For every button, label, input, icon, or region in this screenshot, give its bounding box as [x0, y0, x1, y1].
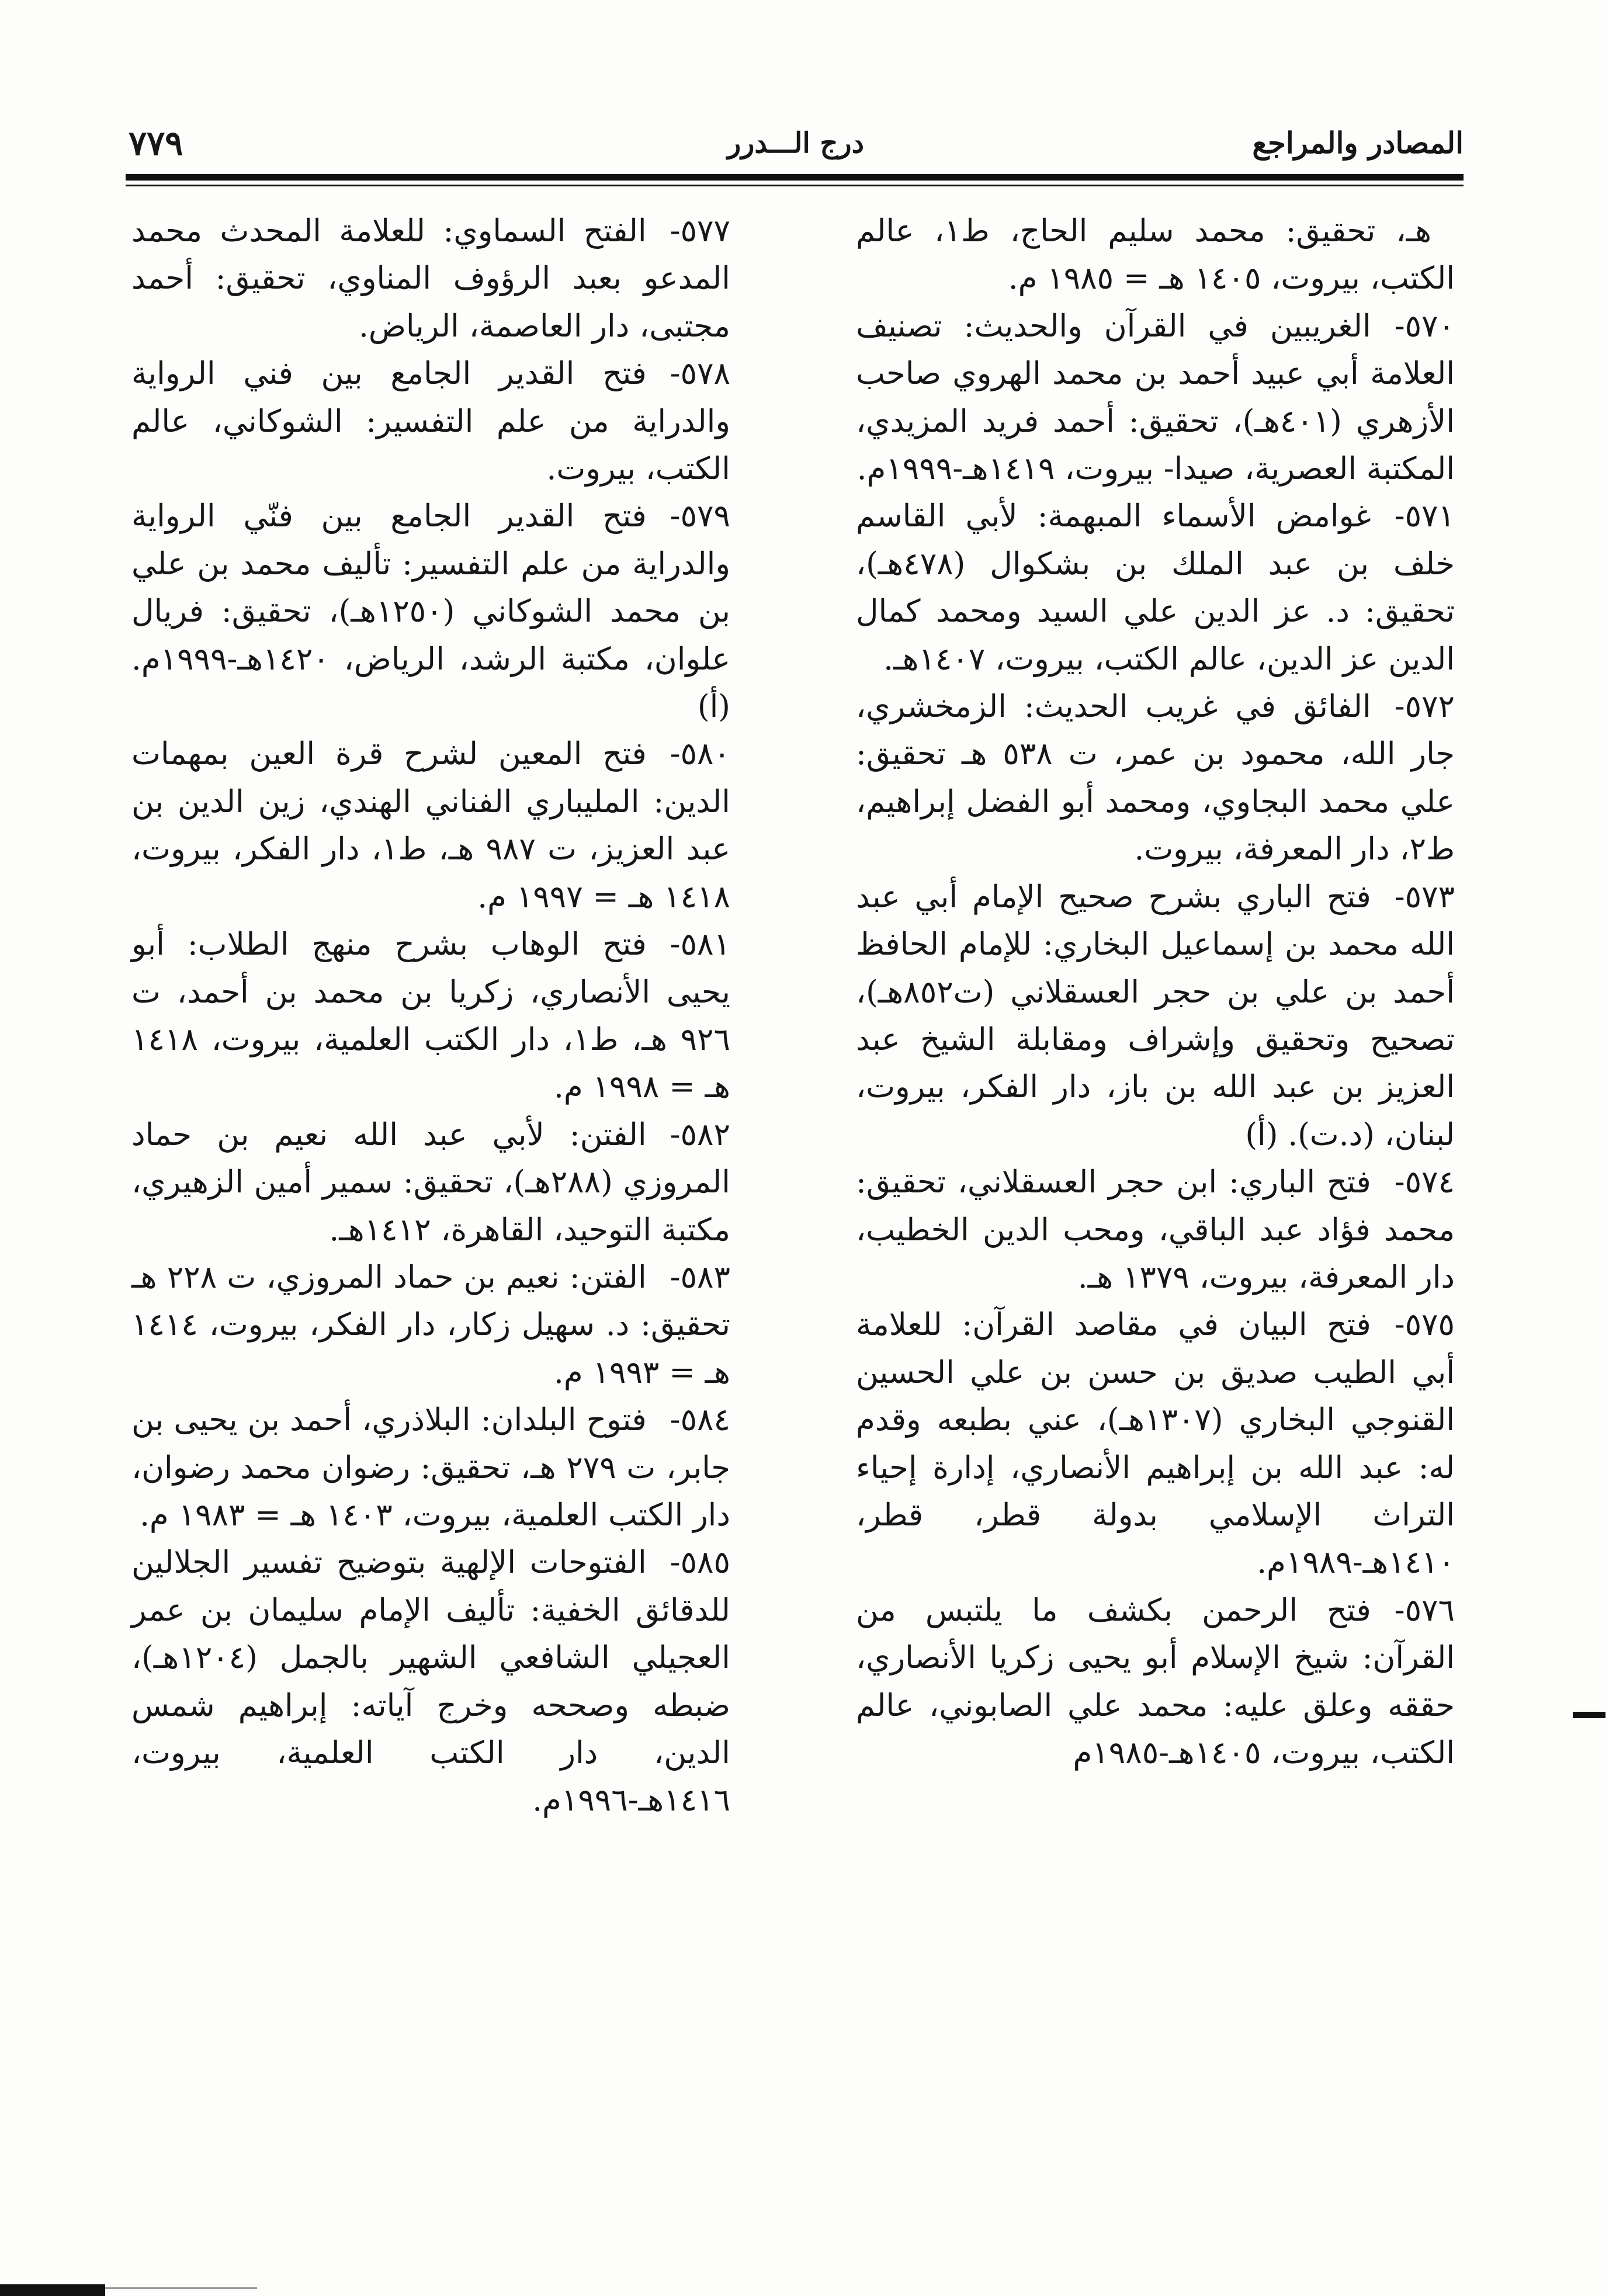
entry-number: ٥٨٣- [670, 1259, 730, 1295]
reference-entry [131, 1539, 730, 1824]
entry-number: ٥٧٤- [1394, 1164, 1455, 1201]
scan-edge-line [105, 2287, 257, 2289]
reference-entry [856, 873, 1455, 1159]
entry-number: ٥٧٠- [1394, 308, 1455, 344]
scan-mark [1573, 1712, 1605, 1718]
reference-entry [856, 1587, 1455, 1777]
reference-entry [856, 207, 1455, 303]
entry-number: ٥٧٧- [670, 213, 730, 249]
scan-edge-mark [0, 2284, 105, 2296]
entry-text: فتح الباري بشرح صحيح الإمام أبي عبد الله محمد بن إسماعيل البخاري: للإمام الحافظ أحمد بن علي بن حجر العسقلاني (ت٨٥٢هـ)، تصحيح وتحقيق وإشراف ومقابلة الشيخ عبد العزيز بن عبد الله بن باز، دار الفكر، بيروت، لبنان، (د.ت). (أ) [856, 879, 1455, 1153]
entry-number: ٥٧١- [1394, 498, 1455, 535]
reference-entry [131, 1111, 730, 1254]
entry-text: فتح الرحمن بكشف ما يلتبس من القرآن: شيخ الإسلام أبو يحيى زكريا الأنصاري، حققه وعلق عليه: محمد علي الصابوني، عالم الكتب، بيروت، ١٤٠٥هـ-١٩٨٥م [856, 1592, 1455, 1771]
entry-text: فتح الوهاب بشرح منهج الطلاب: أبو يحيى الأنصاري، زكريا بن محمد بن أحمد، ت ٩٢٦ هـ، ط١، دار الكتب العلمية، بيروت، ١٤١٨ هـ = ١٩٩٨ م. [131, 927, 730, 1105]
book-title: درج الـــدرر [727, 127, 864, 159]
right-column [856, 207, 1455, 1777]
entry-text: الفتن: لأبي عبد الله نعيم بن حماد المروزي (٢٨٨هـ)، تحقيق: سمير أمين الزهيري، مكتبة التوحيد، القاهرة، ١٤١٢هـ. [131, 1116, 730, 1248]
entry-text: الفائق في غريب الحديث: الزمخشري، جار الله، محمود بن عمر، ت ٥٣٨ هـ تحقيق: علي محمد البجاوي، ومحمد أبو الفضل إبراهيم، ط٢، دار المعرفة، بيروت. [856, 689, 1455, 868]
entry-number: ٥٨١- [670, 927, 730, 963]
reference-entry [131, 207, 730, 350]
reference-entry [856, 493, 1455, 683]
entry-text: الفتن: نعيم بن حماد المروزي، ت ٢٢٨ هـ تحقيق: د. سهيل زكار، دار الفكر، بيروت، ١٤١٤ هـ = ١٩٩٣ م. [131, 1259, 730, 1390]
entry-text: هـ، تحقيق: محمد سليم الحاج، ط١، عالم الكتب، بيروت، ١٤٠٥ هـ = ١٩٨٥ م. [856, 213, 1455, 297]
entry-text: الفتوحات الإلهية بتوضيح تفسير الجلالين للدقائق الخفية: تأليف الإمام سليمان بن عمر العجيلي الشافعي الشهير بالجمل (١٢٠٤هـ)، ضبطه وصححه وخرج آياته: إبراهيم شمس الدين، دار الكتب العلمية، بيروت، ١٤١٦هـ-١٩٩٦م. [131, 1545, 730, 1819]
header-rule-thin [126, 185, 1464, 186]
left-column [131, 207, 730, 1825]
entry-text: فتح البيان في مقاصد القرآن: للعلامة أبي الطيب صديق بن حسن بن علي الحسين القنوجي البخاري (١٣٠٧هـ)، عني بطبعه وقدم له: عبد الله بن إبراهيم الأنصاري، إدارة إحياء التراث الإسلامي بدولة قطر، قطر، ١٤١٠هـ-١٩٨٩م. [856, 1307, 1455, 1581]
section-title: المصادر والمراجع [1252, 126, 1464, 160]
entry-text: فتح الباري: ابن حجر العسقلاني، تحقيق: محمد فؤاد عبد الباقي، ومحب الدين الخطيب، دار المعرفة، بيروت، ١٣٧٩ هـ. [856, 1164, 1455, 1295]
reference-entry [131, 493, 730, 730]
entry-number: ٥٧٣- [1394, 879, 1455, 915]
reference-entry [131, 350, 730, 493]
entry-number: ٥٧٩- [670, 498, 730, 535]
entry-number: ٥٧٥- [1394, 1307, 1455, 1343]
reference-entry [131, 921, 730, 1111]
entry-text: غوامض الأسماء المبهمة: لأبي القاسم خلف بن عبد الملك بن بشكوال (٤٧٨هـ)، تحقيق: د. عز الدين علي السيد ومحمد كمال الدين عز الدين، عالم الكتب، بيروت، ١٤٠٧هـ. [856, 498, 1455, 677]
page-number: ٧٧٩ [129, 123, 183, 163]
reference-entry [856, 683, 1455, 873]
entry-number: ٥٧٦- [1394, 1592, 1455, 1628]
entry-text: فتوح البلدان: البلاذري، أحمد بن يحيى بن جابر، ت ٢٧٩ هـ، تحقيق: رضوان محمد رضوان، دار الكتب العلمية، بيروت، ١٤٠٣ هـ = ١٩٨٣ م. [131, 1402, 730, 1533]
page-header [126, 120, 1464, 167]
reference-entry [131, 1254, 730, 1396]
entry-text: الغريبين في القرآن والحديث: تصنيف العلامة أبي عبيد أحمد بن محمد الهروي صاحب الأزهري (٤٠١هـ)، تحقيق: أحمد فريد المزيدي، المكتبة العصرية، صيدا- بيروت، ١٤١٩هـ-١٩٩٩م. [856, 308, 1455, 487]
entry-number: ٥٧٨- [670, 356, 730, 392]
entry-text: فتح المعين لشرح قرة العين بمهمات الدين: المليباري الفناني الهندي، زين الدين بن عبد العزيز، ت ٩٨٧ هـ، ط١، دار الفكر، بيروت، ١٤١٨ هـ = ١٩٩٧ م. [131, 736, 730, 915]
entry-text: فتح القدير الجامع بين فني الرواية والدراية من علم التفسير: الشوكاني، عالم الكتب، بيروت. [131, 356, 730, 487]
entry-number: ٥٨٢- [670, 1116, 730, 1153]
header-rule-thick [126, 174, 1464, 181]
reference-entry [131, 730, 730, 921]
reference-entry [131, 1396, 730, 1539]
entry-number: ٥٧٢- [1394, 689, 1455, 725]
entry-text: الفتح السماوي: للعلامة المحدث محمد المدعو بعبد الرؤوف المناوي، تحقيق: أحمد مجتبى، دار العاصمة، الرياض. [131, 213, 730, 344]
entry-text: فتح القدير الجامع بين فنّي الرواية والدراية من علم التفسير: تأليف محمد بن علي بن محمد الشوكاني (١٢٥٠هـ)، تحقيق: فريال علوان، مكتبة الرشد، الرياض، ١٤٢٠هـ-١٩٩٩م.(أ) [131, 498, 731, 725]
entry-number: ٥٨٥- [670, 1545, 730, 1581]
reference-entry [856, 303, 1455, 493]
reference-entry [856, 1301, 1455, 1586]
reference-entry [856, 1159, 1455, 1301]
entry-number: ٥٨٠- [670, 736, 730, 772]
entry-number: ٥٨٤- [670, 1402, 730, 1438]
